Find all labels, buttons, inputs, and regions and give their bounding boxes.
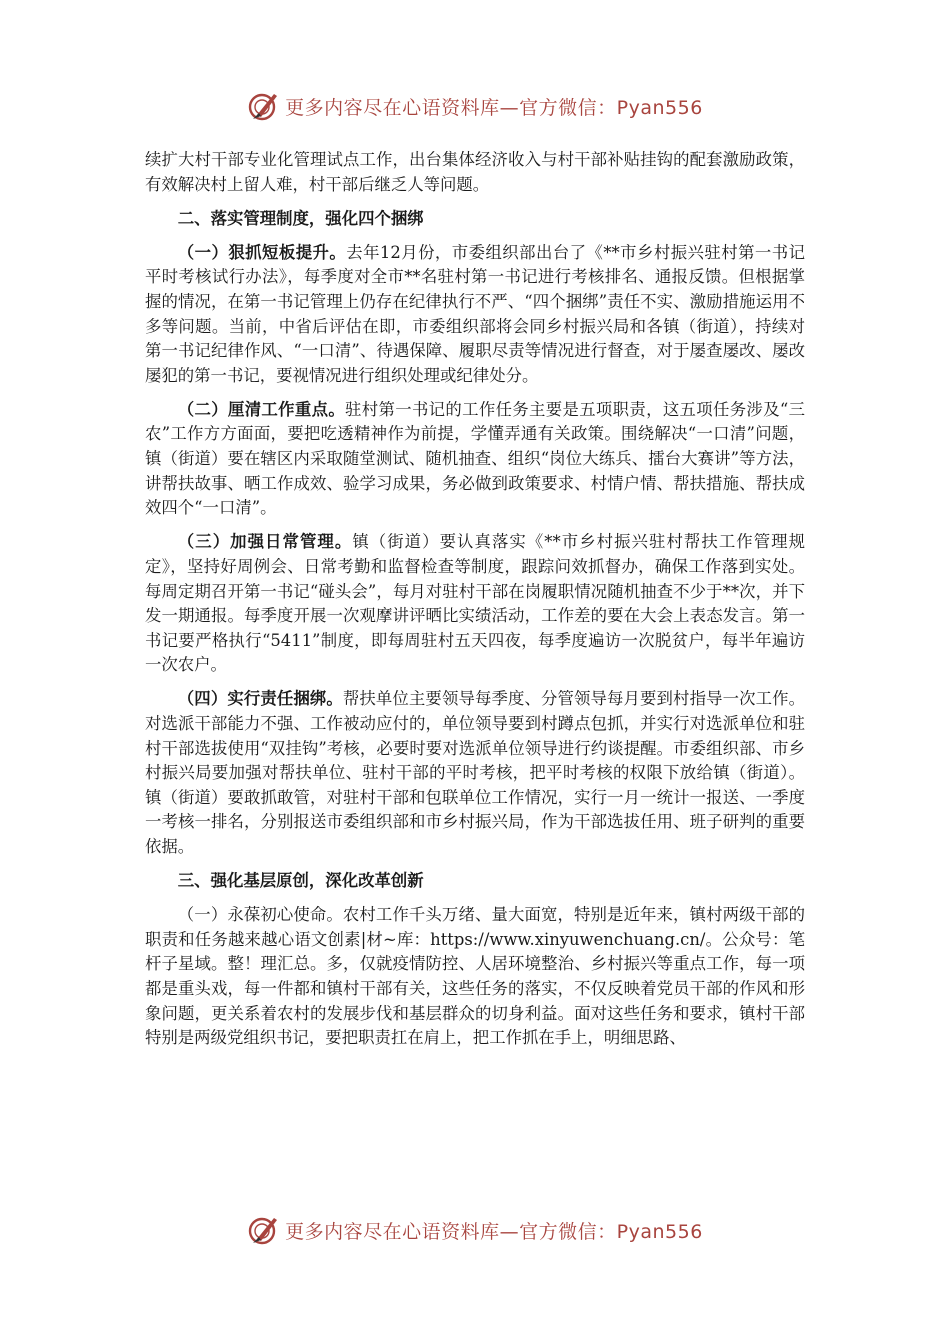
paragraph-item-3 <box>145 530 805 678</box>
paragraph-text: 去年12月份，市委组织部出台了《**市乡村振兴驻村第一书记平时考核试行办法》，每季度对全市**名驻村第一书记进行考核排名、通报反馈。但根据掌握的情况，在第一书记管理上仍存在纪律执行不严、“四个捆绑”责任不实、激励措施运用不多等问题。当前，中省后评估在即，市委组织部将会同乡村振兴局和各镇（街道），持续对第一书记纪律作风、“一口清”、待遇保障、履职尽责等情况进行督查，对于屡查屡改、屡改屡犯的第一书记，要视情况进行组织处理或纪律处分。 <box>145 242 806 385</box>
brush-logo-icon <box>247 89 281 123</box>
item-lead: （三）加强日常管理。 <box>177 532 353 552</box>
paragraph-item-4 <box>145 687 805 859</box>
watermark-text: 更多内容尽在心语资料库—官方微信：Pyan556 <box>285 96 703 119</box>
document-body <box>145 148 805 1060</box>
watermark-banner-bottom <box>0 1210 950 1250</box>
section-heading-3: 三、强化基层原创，深化改革创新 <box>177 871 424 891</box>
paragraph-item-5 <box>145 903 805 1051</box>
paragraph-item-2 <box>145 398 805 521</box>
paragraph-text: 帮扶单位主要领导每季度、分管领导每月要到村指导一次工作。对选派干部能力不强、工作被动应付的，单位领导要到村蹲点包抓，并实行对选派单位和驻村干部选拔使用“双挂钩”考核，必要时要对选派单位领导进行约谈提醒。市委组织部、市乡村振兴局要加强对帮扶单位、驻村干部的平时考核，把平时考核的权限下放给镇（街道）。镇（街道）要敢抓敢管，对驻村干部和包联单位工作情况，实行一月一统计一报送、一季度一考核一排名，分别报送市委组织部和市乡村振兴局，作为干部选拔任用、班子研判的重要依据。 <box>145 689 806 856</box>
paragraph-text: 镇（街道）要认真落实《**市乡村振兴驻村帮扶工作管理规定》，坚持好周例会、日常考勤和监督检查等制度，跟踪问效抓督办，确保工作落到实处。每周定期召开第一书记“碰头会”，每月对驻村干部在岗履职情况随机抽查不少于**次，并下发一期通报。每季度开展一次观摩讲评晒比实绩活动，工作差的要在大会上表态发言。第一书记要严格执行“5411”制度，即每周驻村五天四夜，每季度遍访一次脱贫户，每半年遍访一次农户。 <box>145 532 806 675</box>
paragraph-continuation <box>145 148 805 197</box>
paragraph-text: （一）永葆初心使命。农村工作千头万绪、量大面宽，特别是近年来，镇村两级干部的职责和任务越来越心语文创素|材~库：https://www.xinyuwenchuang.cn/。公众号：笔杆子星域。整！理汇总。多，仅就疫情防控、人居环境整治、乡村振兴等重点工作，每一项都是重头戏，每一件都和镇村干部有关，这些任务的落实，不仅反映着党员干部的作风和形象问题，更关系着农村的发展步伐和基层群众的切身利益。面对这些任务和要求，镇村干部特别是两级党组织书记，要把职责扛在肩上，把工作抓在手上，明细思路、 <box>145 905 805 1048</box>
paragraph-item-1 <box>145 241 805 389</box>
paragraph-text: 驻村第一书记的工作任务主要是五项职责，这五项任务涉及“三农”工作方方面面，要把吃透精神作为前提，学懂弄通有关政策。围绕解决“一口清”问题，镇（街道）要在辖区内采取随堂测试、随机抽查、组织“岗位大练兵、擂台大赛讲”等方法，讲帮扶故事、晒工作成效、验学习成果，务必做到政策要求、村情户情、帮扶措施、帮扶成效四个“一口清”。 <box>145 399 805 518</box>
section-heading-2: 二、落实管理制度，强化四个捆绑 <box>177 208 424 228</box>
brush-logo-icon <box>247 1213 281 1247</box>
item-lead: （四）实行责任捆绑。 <box>177 689 343 709</box>
paragraph-text: 续扩大村干部专业化管理试点工作，出台集体经济收入与村干部补贴挂钩的配套激励政策，有效解决村上留人难，村干部后继乏人等问题。 <box>145 150 805 194</box>
watermark-banner-top <box>0 86 950 126</box>
item-lead: （一）狠抓短板提升。 <box>177 242 347 262</box>
item-lead: （二）厘清工作重点。 <box>177 399 346 419</box>
watermark-text: 更多内容尽在心语资料库—官方微信：Pyan556 <box>285 1220 703 1243</box>
